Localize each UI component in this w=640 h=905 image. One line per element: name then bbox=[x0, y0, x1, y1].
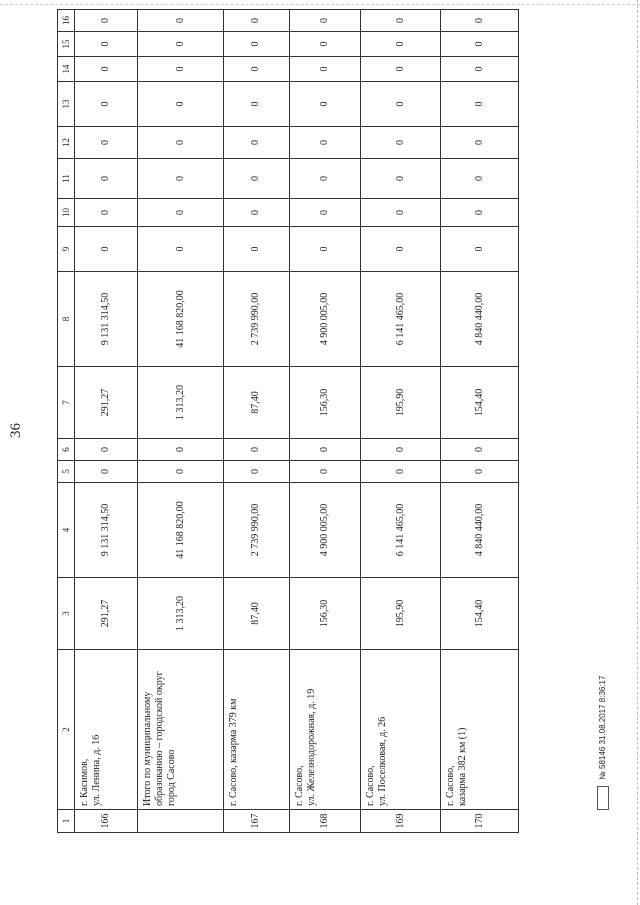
value-cell: 0 bbox=[74, 32, 137, 57]
value-cell: 41 168 820,00 bbox=[137, 272, 223, 367]
address-cell: г. Сасово, ул. Поселковая, д. 26 bbox=[361, 650, 441, 810]
column-header: 14 bbox=[58, 57, 75, 82]
value-cell: 0 bbox=[224, 227, 289, 272]
column-header: 7 bbox=[58, 367, 75, 439]
value-cell: 0 bbox=[361, 199, 441, 227]
stamp-icon bbox=[597, 786, 609, 810]
value-cell: 0 bbox=[361, 159, 441, 199]
value-cell: 0 bbox=[361, 10, 441, 32]
value-cell: 0 bbox=[441, 439, 519, 461]
value-cell: 195,90 bbox=[361, 578, 441, 650]
value-cell: 0 bbox=[289, 159, 361, 199]
value-cell: 0 bbox=[289, 199, 361, 227]
table-row bbox=[289, 10, 361, 833]
value-cell: 0 bbox=[224, 461, 289, 483]
row-number-cell: 166 bbox=[74, 810, 137, 833]
column-header: 4 bbox=[58, 483, 75, 578]
value-cell: 0 bbox=[137, 10, 223, 32]
row-number-cell bbox=[137, 810, 223, 833]
footer-text: № 58146 31.08.2017 8:36:17 bbox=[598, 675, 608, 780]
value-cell: 0 bbox=[137, 159, 223, 199]
value-cell: 0 bbox=[441, 127, 519, 159]
column-header: 16 bbox=[58, 10, 75, 32]
row-number-cell: 170 bbox=[441, 810, 519, 833]
address-cell: г. Сасово, казарма 379 км bbox=[224, 650, 289, 810]
column-header: 6 bbox=[58, 439, 75, 461]
column-header: 13 bbox=[58, 82, 75, 127]
value-cell: 0 bbox=[137, 461, 223, 483]
value-cell: 0 bbox=[137, 127, 223, 159]
value-cell: 0 bbox=[441, 159, 519, 199]
value-cell: 0 bbox=[74, 227, 137, 272]
page-edge-line bbox=[636, 0, 638, 905]
table-row bbox=[137, 10, 223, 833]
value-cell: 0 bbox=[361, 82, 441, 127]
column-header: 1 bbox=[58, 810, 75, 833]
value-cell: 2 739 990,00 bbox=[224, 483, 289, 578]
value-cell: 87,40 bbox=[224, 578, 289, 650]
column-header: 3 bbox=[58, 578, 75, 650]
value-cell: 0 bbox=[289, 439, 361, 461]
value-cell: 0 bbox=[289, 461, 361, 483]
value-cell: 0 bbox=[137, 57, 223, 82]
column-header: 5 bbox=[58, 461, 75, 483]
value-cell: 195,90 bbox=[361, 367, 441, 439]
value-cell: 6 141 465,00 bbox=[361, 272, 441, 367]
table-row bbox=[224, 10, 289, 833]
value-cell: 0 bbox=[289, 32, 361, 57]
value-cell: 4 900 005,00 bbox=[289, 272, 361, 367]
value-cell: 0 bbox=[289, 82, 361, 127]
value-cell: 0 bbox=[289, 127, 361, 159]
row-number-cell: 168 bbox=[289, 810, 361, 833]
column-header: 15 bbox=[58, 32, 75, 57]
table-body bbox=[58, 10, 519, 833]
value-cell: 0 bbox=[441, 32, 519, 57]
rotated-table-container bbox=[57, 16, 519, 833]
value-cell: 2 739 990,00 bbox=[224, 272, 289, 367]
value-cell: 291,27 bbox=[74, 367, 137, 439]
address-cell: г. Касимов, ул. Ленина, д. 16 bbox=[74, 650, 137, 810]
value-cell: 0 bbox=[74, 82, 137, 127]
value-cell: 156,30 bbox=[289, 578, 361, 650]
value-cell: 0 bbox=[361, 57, 441, 82]
value-cell: 6 141 465,00 bbox=[361, 483, 441, 578]
value-cell: 0 bbox=[224, 10, 289, 32]
value-cell: 9 131 314,50 bbox=[74, 483, 137, 578]
value-cell: 0 bbox=[441, 82, 519, 127]
value-cell: 0 bbox=[289, 57, 361, 82]
header-row bbox=[58, 10, 75, 833]
value-cell: 0 bbox=[74, 439, 137, 461]
value-cell: 154,40 bbox=[441, 578, 519, 650]
value-cell: 154,40 bbox=[441, 367, 519, 439]
value-cell: 0 bbox=[289, 227, 361, 272]
value-cell: 0 bbox=[74, 159, 137, 199]
value-cell: 0 bbox=[361, 227, 441, 272]
data-table bbox=[57, 9, 519, 833]
address-cell: г. Сасово, ул. Железнодорожная, д. 19 bbox=[289, 650, 361, 810]
value-cell: 0 bbox=[224, 127, 289, 159]
value-cell: 0 bbox=[441, 227, 519, 272]
value-cell: 0 bbox=[224, 57, 289, 82]
value-cell: 0 bbox=[361, 461, 441, 483]
value-cell: 0 bbox=[137, 199, 223, 227]
value-cell: 0 bbox=[224, 199, 289, 227]
address-cell: Итого по муниципальному образованию – городской округ город Сасово bbox=[137, 650, 223, 810]
value-cell: 0 bbox=[441, 199, 519, 227]
value-cell: 1 313,20 bbox=[137, 367, 223, 439]
value-cell: 0 bbox=[137, 227, 223, 272]
value-cell: 0 bbox=[289, 10, 361, 32]
table-row bbox=[361, 10, 441, 833]
value-cell: 0 bbox=[224, 82, 289, 127]
value-cell: 0 bbox=[361, 439, 441, 461]
document-footer bbox=[597, 675, 609, 810]
value-cell: 4 840 440,00 bbox=[441, 272, 519, 367]
value-cell: 0 bbox=[137, 439, 223, 461]
value-cell: 0 bbox=[361, 32, 441, 57]
column-header: 9 bbox=[58, 227, 75, 272]
value-cell: 0 bbox=[361, 127, 441, 159]
value-cell: 0 bbox=[441, 57, 519, 82]
value-cell: 156,30 bbox=[289, 367, 361, 439]
value-cell: 0 bbox=[137, 82, 223, 127]
value-cell: 1 313,20 bbox=[137, 578, 223, 650]
column-header: 2 bbox=[58, 650, 75, 810]
column-header: 12 bbox=[58, 127, 75, 159]
table-row bbox=[441, 10, 519, 833]
value-cell: 4 900 005,00 bbox=[289, 483, 361, 578]
value-cell: 0 bbox=[74, 199, 137, 227]
column-header: 8 bbox=[58, 272, 75, 367]
table-row bbox=[74, 10, 137, 833]
column-header: 11 bbox=[58, 159, 75, 199]
value-cell: 0 bbox=[74, 461, 137, 483]
value-cell: 291,27 bbox=[74, 578, 137, 650]
value-cell: 41 168 820,00 bbox=[137, 483, 223, 578]
row-number-cell: 169 bbox=[361, 810, 441, 833]
value-cell: 0 bbox=[74, 10, 137, 32]
value-cell: 0 bbox=[224, 159, 289, 199]
value-cell: 0 bbox=[441, 10, 519, 32]
value-cell: 0 bbox=[137, 32, 223, 57]
column-header: 10 bbox=[58, 199, 75, 227]
value-cell: 0 bbox=[74, 127, 137, 159]
value-cell: 87,40 bbox=[224, 367, 289, 439]
value-cell: 0 bbox=[74, 57, 137, 82]
value-cell: 0 bbox=[224, 32, 289, 57]
row-number-cell: 167 bbox=[224, 810, 289, 833]
page-number: 36 bbox=[8, 423, 24, 438]
value-cell: 9 131 314,50 bbox=[74, 272, 137, 367]
value-cell: 0 bbox=[224, 439, 289, 461]
value-cell: 0 bbox=[441, 461, 519, 483]
address-cell: г. Сасово, казарма 382 км (1) bbox=[441, 650, 519, 810]
page-edge-line bbox=[0, 4, 640, 6]
value-cell: 4 840 440,00 bbox=[441, 483, 519, 578]
